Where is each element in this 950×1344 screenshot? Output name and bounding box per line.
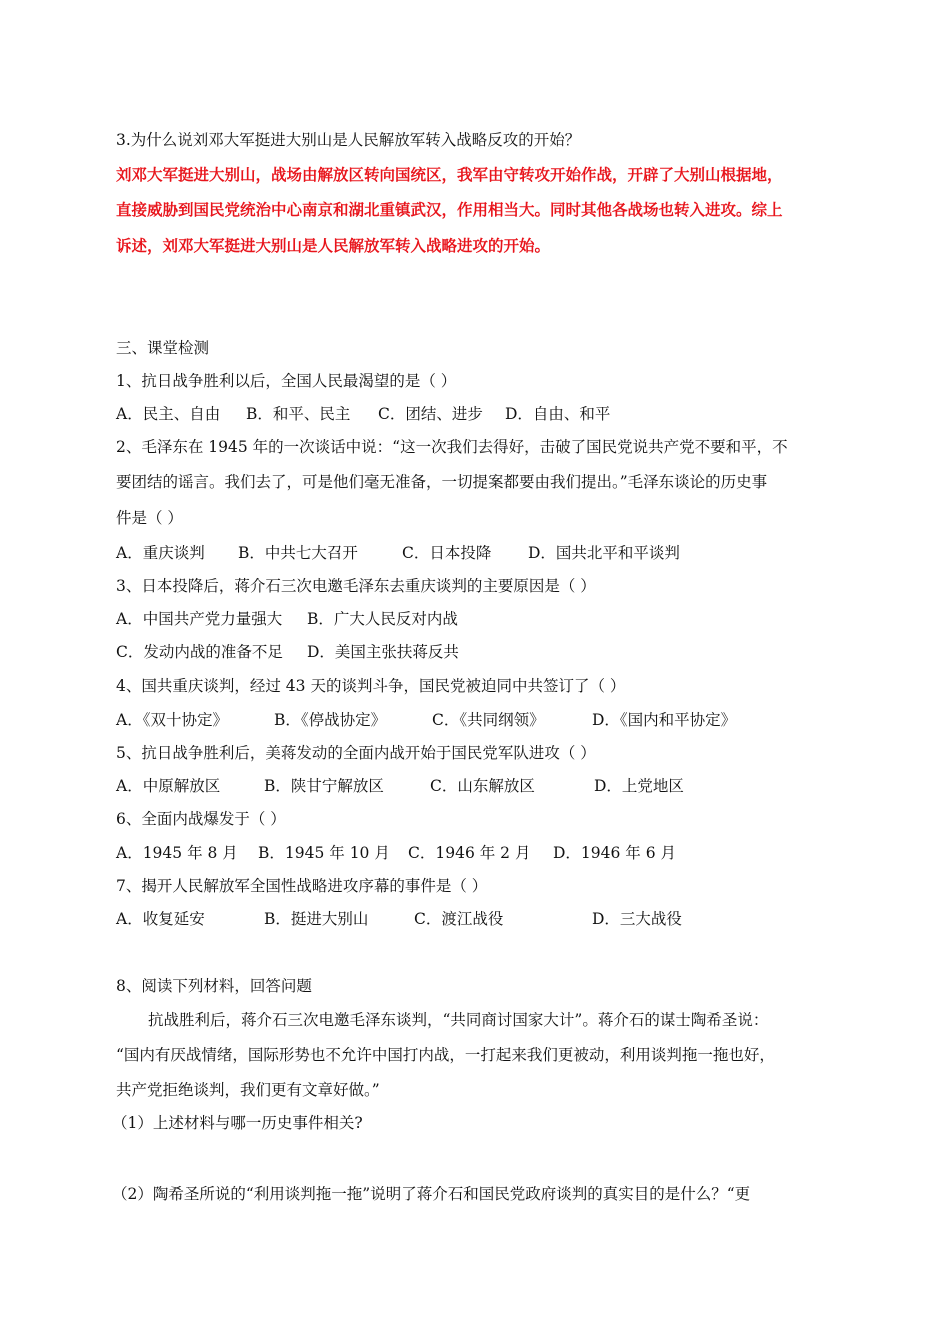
q1-option-a: A．民主、自由 — [116, 405, 221, 423]
q6-option-d: D．1946 年 6 月 — [553, 844, 677, 862]
q3-option-a: A．中国共产党力量强大 — [116, 610, 283, 628]
q7-options — [116, 909, 682, 929]
q1-option-c: C．团结、进步 — [378, 405, 483, 423]
q7-option-c: C．渡江战役 — [414, 910, 504, 928]
q4-option-c: C．《共同纲领》 — [432, 711, 545, 729]
q8-material-line-2: “国内有厌战情绪，国际形势也不允许中国打内战，一打起来我们更被动，利用谈判拖一拖也好， — [116, 1046, 775, 1064]
q5-option-a: A．中原解放区 — [116, 777, 221, 795]
q2-stem-line-2: 要团结的谣言。我们去了，可是他们毫无准备，一切提案都要由我们提出。”毛泽东谈论的历史事 — [116, 473, 768, 491]
q3-answer-line-2: 直接威胁到国民党统治中心南京和湖北重镇武汉，作用相当大。同时其他各战场也转入进攻。综上 — [116, 200, 783, 219]
q8-sub-question-2: （2）陶希圣所说的“利用谈判拖一拖”说明了蒋介石和国民党政府谈判的真实目的是什么？“更 — [112, 1185, 751, 1203]
q7-stem: 7、揭开人民解放军全国性战略进攻序幕的事件是（ ） — [116, 877, 488, 895]
q3-option-d: D．美国主张扶蒋反共 — [307, 643, 459, 661]
q6-option-c: C．1946 年 2 月 — [408, 844, 531, 862]
q8-material-line-3: 共产党拒绝谈判，我们更有文章好做。” — [116, 1081, 380, 1099]
q3-stem: 3、日本投降后，蒋介石三次电邀毛泽东去重庆谈判的主要原因是（ ） — [116, 577, 596, 595]
q5-options — [116, 776, 684, 796]
q2-options — [116, 543, 680, 563]
q3-options-row-1 — [116, 609, 458, 629]
q7-option-a: A．收复延安 — [116, 910, 205, 928]
q3-option-b: B．广大人民反对内战 — [307, 610, 458, 628]
q2-option-c: C．日本投降 — [402, 544, 492, 562]
q8-sub-question-1: （1）上述材料与哪一历史事件相关? — [112, 1114, 363, 1132]
q6-option-b: B．1945 年 10 月 — [258, 844, 390, 862]
q3-title: 3.为什么说刘邓大军挺进大别山是人民解放军转入战略反攻的开始？ — [116, 131, 581, 149]
q4-option-a: A．《双十协定》 — [116, 711, 228, 729]
q1-options — [116, 404, 610, 424]
q3-option-c: C．发动内战的准备不足 — [116, 643, 283, 661]
q2-option-b: B．中共七大召开 — [238, 544, 358, 562]
q4-option-d: D．《国内和平协定》 — [592, 711, 737, 729]
q4-stem: 4、国共重庆谈判，经过 43 天的谈判斗争，国民党被迫同中共签订了（ ） — [116, 677, 626, 695]
q6-stem: 6、全面内战爆发于（ ） — [116, 810, 286, 828]
q2-option-d: D．国共北平和平谈判 — [528, 544, 680, 562]
q8-material-line-1: 抗战胜利后，蒋介石三次电邀毛泽东谈判，“共同商讨国家大计”。蒋介石的谋士陶希圣说： — [148, 1011, 769, 1029]
q4-options — [116, 710, 736, 730]
q1-option-b: B．和平、民主 — [246, 405, 351, 423]
q5-option-c: C．山东解放区 — [430, 777, 535, 795]
q5-option-b: B．陕甘宁解放区 — [264, 777, 384, 795]
section-title: 三、课堂检测 — [116, 339, 210, 357]
q2-option-a: A．重庆谈判 — [116, 544, 205, 562]
q2-stem-line-3: 件是（ ） — [116, 509, 183, 527]
q1-stem: 1、抗日战争胜利以后，全国人民最渴望的是（ ） — [116, 372, 457, 390]
q1-option-d: D．自由、和平 — [505, 405, 611, 423]
q6-options — [116, 843, 676, 863]
q3-answer-line-1: 刘邓大军挺进大别山，战场由解放区转向国统区，我军由守转攻开始作战，开辟了大别山根据地， — [116, 165, 783, 184]
q7-option-d: D．三大战役 — [592, 910, 682, 928]
q3-options-row-2 — [116, 642, 459, 662]
q7-option-b: B．挺进大别山 — [264, 910, 369, 928]
q5-option-d: D．上党地区 — [594, 777, 684, 795]
q4-option-b: B．《停战协定》 — [274, 711, 387, 729]
q2-stem-line-1: 2、毛泽东在 1945 年的一次谈话中说：“这一次我们去得好，击破了国民党说共产党不要和平，不 — [116, 438, 788, 456]
q8-stem: 8、阅读下列材料，回答问题 — [116, 977, 312, 995]
q3-answer-line-3: 诉述，刘邓大军挺进大别山是人民解放军转入战略进攻的开始。 — [116, 236, 551, 255]
q6-option-a: A．1945 年 8 月 — [116, 844, 238, 862]
q5-stem: 5、抗日战争胜利后，美蒋发动的全面内战开始于国民党军队进攻（ ） — [116, 744, 596, 762]
